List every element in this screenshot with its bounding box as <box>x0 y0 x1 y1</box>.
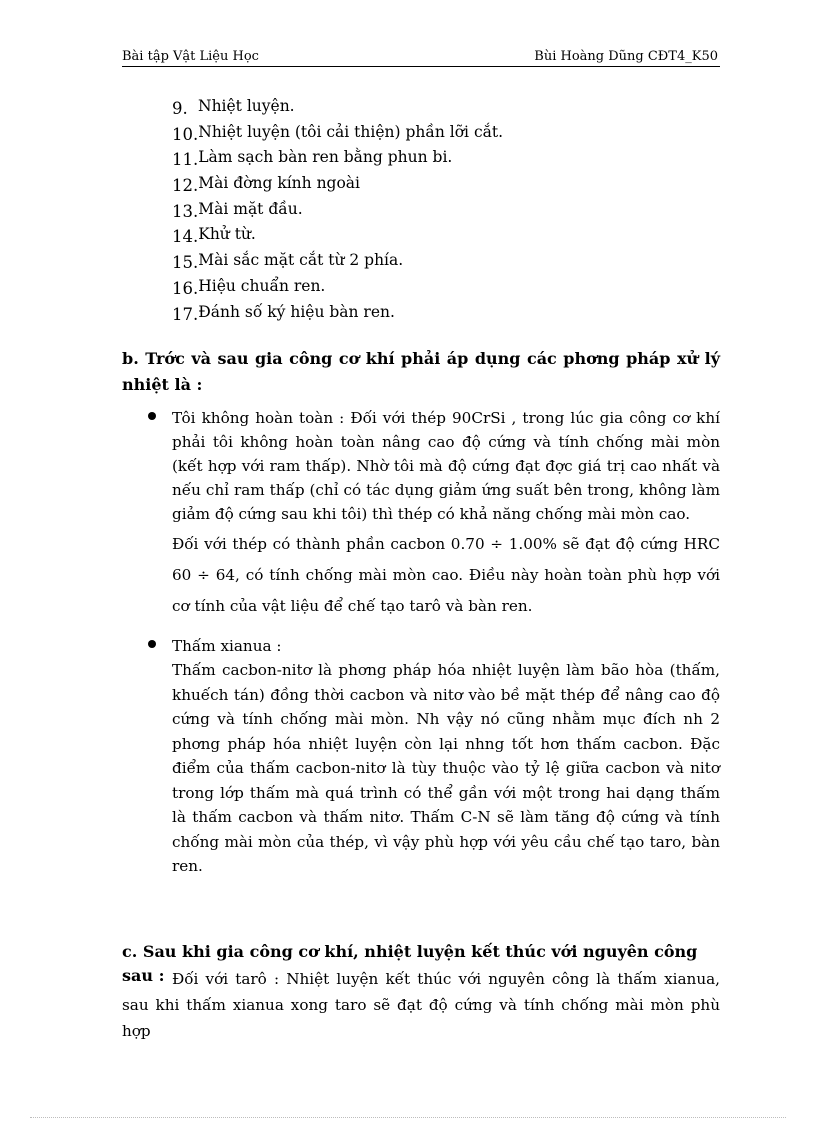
step-number: 12. <box>172 176 199 196</box>
quenching-text: Tôi không hoàn toàn : Đối với thép 90CrSi , trong lúc gia công cơ khí phải tôi không hoàn toàn nâng cao độ cứng và tính chống mài mòn (kết hợp với ram thấp). Nhờ tôi mà độ cứng đạt đợc giá trị cao nhất và nếu chỉ ram thấp (chỉ có tác dụng giảm ứng suất bên trong, không làm giảm độ cứng sau khi tôi) thì thép có khả năng chống mài mòn cao. <box>172 409 720 523</box>
step-text: Mài sắc mặt cắt từ 2 phía. <box>198 251 404 270</box>
step-text: Làm sạch bàn ren bằng phun bi. <box>198 148 453 167</box>
step-number: 10. <box>172 124 199 144</box>
list-item <box>172 300 503 326</box>
list-item <box>172 171 503 197</box>
step-text: Nhiệt luyện (tôi cải thiện) phần lỡi cắt. <box>198 122 504 141</box>
quenching-extra-text: Đối với thép có thành phần cacbon 0.70 ÷ 1.00% sẽ đạt độ cứng HRC 60 ÷ 64, có tính chống mài mòn cao. Điều này hoàn toàn phù hợp với cơ tính của vật liệu để chế tạo tarô và bàn ren. <box>172 535 720 615</box>
bullet-icon <box>148 412 156 420</box>
step-text: Mài mặt đầu. <box>198 199 303 218</box>
step-number: 11. <box>172 150 199 170</box>
section-c-text: Đối với tarô : Nhiệt luyện kết thúc với nguyên công là thấm xianua, sau khi thấm xianua xong taro sẽ đạt độ cứng và tính chống mài mòn phù hợp <box>122 970 720 1040</box>
section-b-heading: b. Trớc và sau gia công cơ khí phải áp dụng các phơng pháp xử lý nhiệt là : <box>122 349 720 394</box>
step-number: 15. <box>172 253 199 273</box>
list-item <box>172 94 503 120</box>
step-number: 13. <box>172 201 199 221</box>
list-item <box>172 274 503 300</box>
step-text: Hiệu chuẩn ren. <box>198 276 326 295</box>
step-text: Khử từ. <box>198 225 256 244</box>
step-number: 16. <box>172 278 199 298</box>
bullet-icon <box>148 640 156 648</box>
step-text: Nhiệt luyện. <box>198 97 295 115</box>
page-header <box>122 46 720 67</box>
section-c-paragraph <box>122 966 720 1044</box>
list-item <box>172 120 503 146</box>
process-steps-list <box>172 94 503 325</box>
list-item <box>172 197 503 223</box>
step-text: Đánh số ký hiệu bàn ren. <box>198 302 395 321</box>
header-title: Bài tập Vật Liệu Học <box>122 49 259 64</box>
bullet-paragraph-quenching <box>172 406 720 622</box>
step-number: 17. <box>172 304 199 324</box>
header-author: Bùi Hoàng Dũng CĐT4_K50 <box>534 49 718 64</box>
list-item <box>172 145 503 171</box>
page-bottom-divider <box>30 1117 786 1119</box>
list-item <box>172 248 503 274</box>
cyaniding-title: Thấm xianua : <box>172 637 282 655</box>
section-c-heading: c. Sau khi gia công cơ khí, nhiệt luyện kết thúc với nguyên công sau : <box>122 942 698 985</box>
step-number: 9. <box>172 99 188 118</box>
cyaniding-text: Thấm cacbon-nitơ là phơng pháp hóa nhiệt luyện làm bão hòa (thấm, khuếch tán) đồng thời cacbon và nitơ vào bề mặt thép để nâng cao độ cứng và tính chống mài mòn. Nh vậy nó cũng nhằm mục đích nh 2 phơng pháp hóa nhiệt luyện còn lại nhng tốt hơn thấm cacbon. Đặc điểm của thấm cacbon-nitơ là tùy thuộc vào tỷ lệ giữa cacbon và nitơ trong lớp thấm mà quá trình có thể gần với một trong hai dạng thấm là thấm cacbon và thấm nitơ. Thấm C-N sẽ làm tăng độ cứng và tính chống mài mòn của thép, vì vậy phù hợp với yêu cầu chế tạo taro, bàn ren. <box>172 661 720 875</box>
step-number: 14. <box>172 227 199 247</box>
step-text: Mài đờng kính ngoài <box>198 174 361 193</box>
list-item <box>172 222 503 248</box>
